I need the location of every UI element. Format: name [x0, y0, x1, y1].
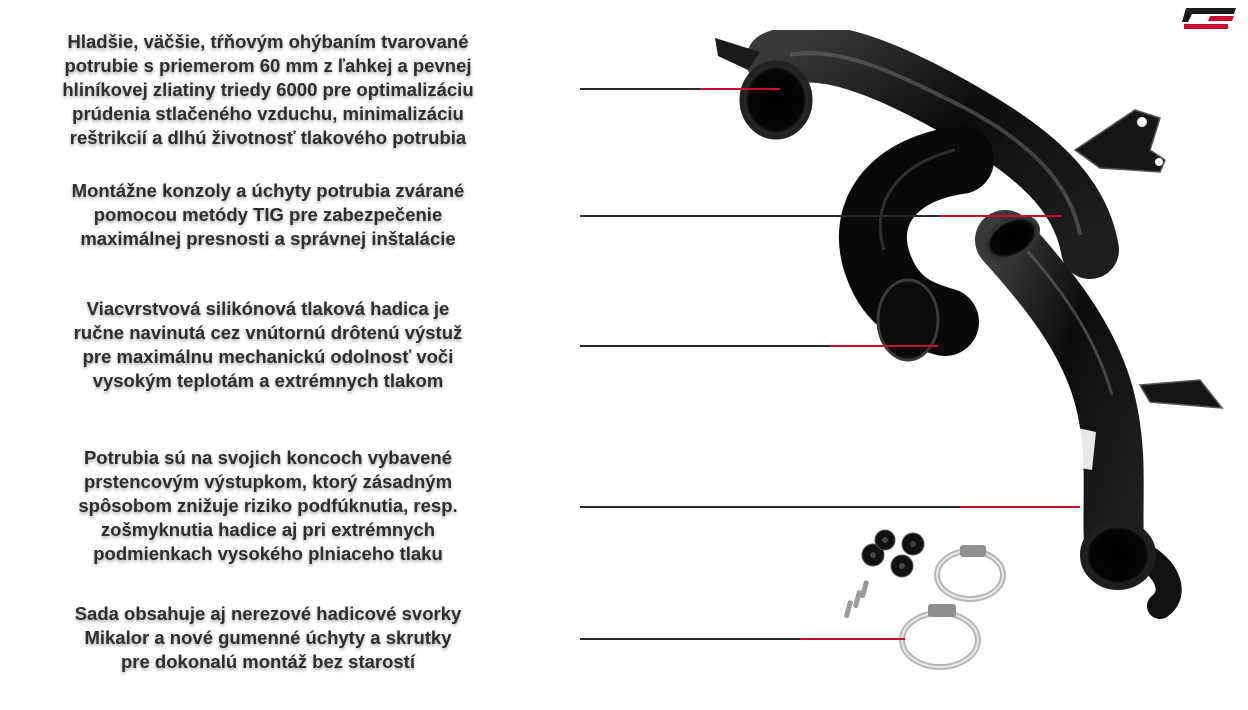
feature-line: spôsobom znižuje riziko podfúknutia, resp. [78, 495, 458, 516]
feature-line: Viacvrstvová silikónová tlaková hadica je [86, 298, 450, 319]
feature-line: hliníkovej zliatiny triedy 6000 pre optimalizáciu [62, 79, 474, 100]
feature-line: prúdenia stlačeného vzduchu, minimalizáciu [72, 103, 464, 124]
feature-line: Sada obsahuje aj nerezové hadicové svorky [74, 603, 462, 624]
feature-line: Hladšie, väčšie, tŕňovým ohýbaním tvarované [67, 31, 469, 52]
feature-line: maximálnej presnosti a správnej inštalácie [80, 228, 456, 249]
feature-line: ručne navinutá cez vnútornú drôtenú výstuž [73, 322, 463, 343]
feature-line: Potrubia sú na svojich koncoch vybavené [83, 447, 453, 468]
racingline-logo [1182, 6, 1238, 30]
feature-line: pre dokonalú montáž bez starostí [121, 651, 415, 672]
feature-line: Montážne konzoly a úchyty potrubia zvárané [71, 180, 465, 201]
feature-line: pomocou metódy TIG pre zabezpečenie [93, 204, 443, 225]
feature-line: Mikalor a nové gumenné úchyty a skrutky [84, 627, 452, 648]
feature-line: zošmyknutia hadice aj pri extrémnych [100, 519, 436, 540]
feature-line: vysokým teplotám a extrémnych tlakom [92, 370, 444, 391]
feature-line: pre maximálnu mechanickú odolnosť voči [82, 346, 454, 367]
feature-line: prstencovým výstupkom, ktorý zásadným [83, 471, 453, 492]
feature-line: podmienkach vysokého plniaceho tlaku [93, 543, 443, 564]
feature-line: potrubie s priemerom 60 mm z ľahkej a pevnej [64, 55, 472, 76]
feature-line: reštrikcií a dlhú životnosť tlakového potrubia [69, 127, 467, 148]
